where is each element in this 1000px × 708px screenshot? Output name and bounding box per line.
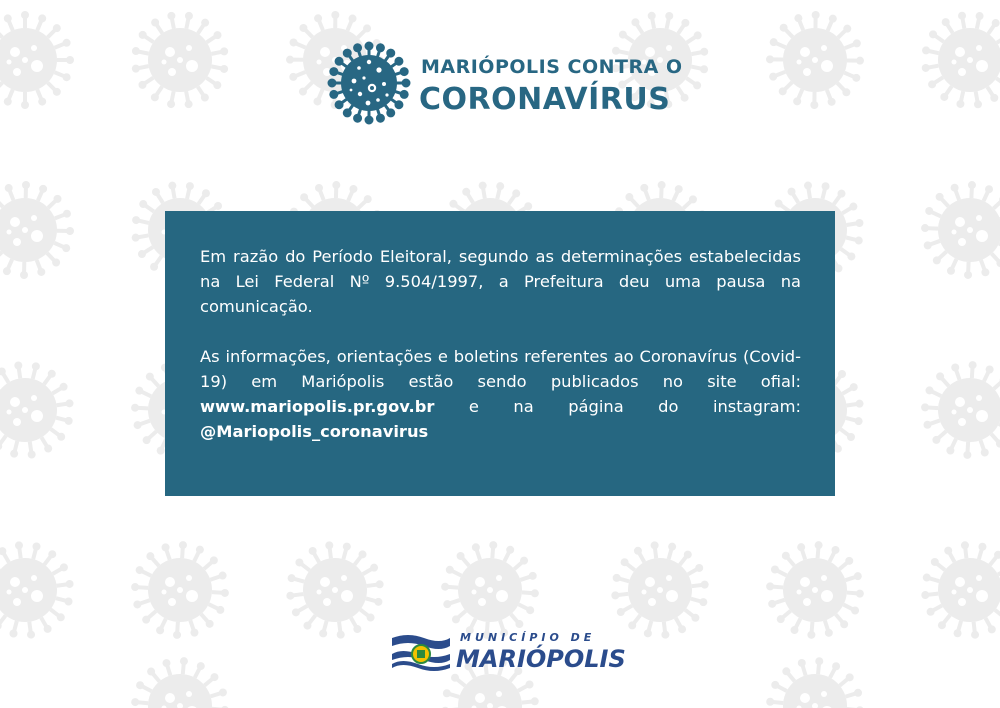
background-virus-icon [921,361,1000,459]
notice-paragraph-1: Em razão do Período Eleitoral, segundo as determinações estabelecidas na Lei Federal Nº 9.504/1997, a Prefeitura deu uma pausa na comunicação. [200,247,801,316]
campaign-header [326,40,686,130]
official-site-link[interactable]: www.mariopolis.pr.gov.br [200,397,435,416]
notice-paragraph-2 [200,344,801,444]
background-virus-icon [921,181,1000,279]
municipal-flag-icon [390,632,452,674]
background-virus-icon [0,181,74,279]
background-virus-icon [286,541,383,638]
background-virus-icon [0,541,74,638]
instagram-handle[interactable]: @Mariopolis_coronavirus [200,422,429,441]
notice-p2-text-1: As informações, orientações e boletins referentes ao Coronavírus (Covid-19) em Mariópolis estão sendo publicados no site ofial: [200,347,801,391]
background-virus-icon [132,12,228,108]
background-virus-icon [0,361,74,458]
header-subtitle: MARIÓPOLIS CONTRA O [421,56,683,78]
notice-box [165,211,835,496]
background-virus-icon [441,541,539,639]
background-virus-icon [922,12,1000,109]
background-virus-icon [0,11,74,109]
header-title: CORONAVÍRUS [419,82,671,117]
footer-municipality-label: MUNICÍPIO DE [460,631,596,644]
municipality-logo [390,628,626,678]
notice-p2-text-2: e na página do instagram: [434,397,801,416]
background-virus-icon [766,541,864,639]
background-virus-icon [921,541,1000,638]
background-virus-icon [611,541,708,638]
background-virus-icon [131,541,229,639]
footer-municipality-name: MARIÓPOLIS [456,645,626,673]
background-virus-icon [766,657,864,708]
background-virus-icon [131,657,229,708]
background-virus-icon [766,11,864,109]
virus-icon [326,40,412,126]
